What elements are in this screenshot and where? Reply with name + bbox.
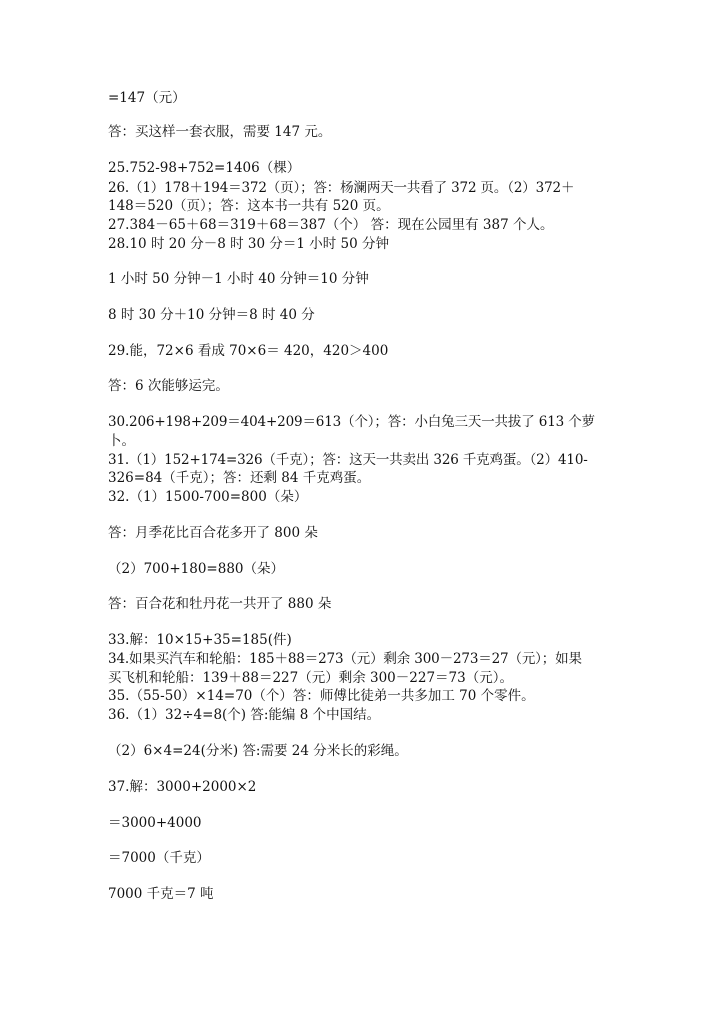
problem-32-answer2: 答：百合花和牡丹花一共开了 880 朵	[108, 596, 332, 612]
problem-37-step3: ＝7000（千克）	[108, 850, 210, 866]
problem-28: 28.10 时 20 分－8 时 30 分＝1 小时 50 分钟	[108, 236, 389, 252]
problem-29-answer: 答：6 次能够运完。	[108, 378, 229, 394]
answer-line-total-price: =147（元）	[108, 90, 186, 106]
problem-29: 29.能，72×6 看成 70×6＝ 420，420＞400	[108, 343, 389, 359]
problem-31-line2: 326=84（千克）；答：还剩 84 千克鸡蛋。	[108, 470, 371, 486]
problem-30-line2: 卜。	[108, 433, 135, 449]
problem-30-line1: 30.206+198+209＝404+209＝613（个）；答：小白兔三天一共拔了 613 个萝	[108, 414, 595, 430]
problem-33: 33.解：10×15+35=185(件)	[108, 632, 292, 648]
problem-36-part2: （2）6×4=24(分米) 答:需要 24 分米长的彩绳。	[108, 743, 408, 759]
problem-27: 27.384－65＋68＝319＋68＝387（个） 答：现在公园里有 387 个人。	[108, 217, 554, 233]
problem-37-conversion: 7000 千克＝7 吨	[108, 886, 214, 902]
problem-37-step2: ＝3000+4000	[108, 815, 202, 831]
problem-34-line1: 34.如果买汽车和轮船：185＋88＝273（元）剩余 300－273＝27（元）；如果	[108, 651, 582, 667]
problem-35: 35.（55-50）×14=70（个）答：师傅比徒弟一共多加工 70 个零件。	[108, 688, 535, 704]
problem-25: 25.752-98+752=1406（棵）	[108, 160, 301, 176]
problem-32-answer1: 答：月季花比百合花多开了 800 朵	[108, 525, 318, 541]
problem-37: 37.解：3000+2000×2	[108, 779, 257, 795]
problem-36-part1: 36.（1）32÷4=8(个) 答:能编 8 个中国结。	[108, 707, 381, 723]
problem-26-part2: 148＝520（页）；答：这本书一共有 520 页。	[108, 198, 390, 214]
problem-32-part1: 32.（1）1500-700=800（朵）	[108, 489, 308, 505]
problem-34-line2: 买飞机和轮船：139＋88＝227（元）剩余 300－227＝73（元）。	[108, 670, 513, 686]
problem-28-step3: 8 时 30 分＋10 分钟＝8 时 40 分	[108, 307, 315, 323]
answer-line-clothes: 答：买这样一套衣服，需要 147 元。	[108, 124, 332, 140]
problem-32-part2: （2）700+180=880（朵）	[108, 561, 285, 577]
problem-28-step2: 1 小时 50 分钟－1 小时 40 分钟＝10 分钟	[108, 271, 369, 287]
problem-31-line1: 31.（1）152+174=326（千克）；答：这天一共卖出 326 千克鸡蛋。（2）410-	[108, 452, 588, 468]
problem-26-part1: 26.（1）178＋194＝372（页）；答：杨澜两天一共看了 372 页。（2）372＋	[108, 180, 575, 196]
